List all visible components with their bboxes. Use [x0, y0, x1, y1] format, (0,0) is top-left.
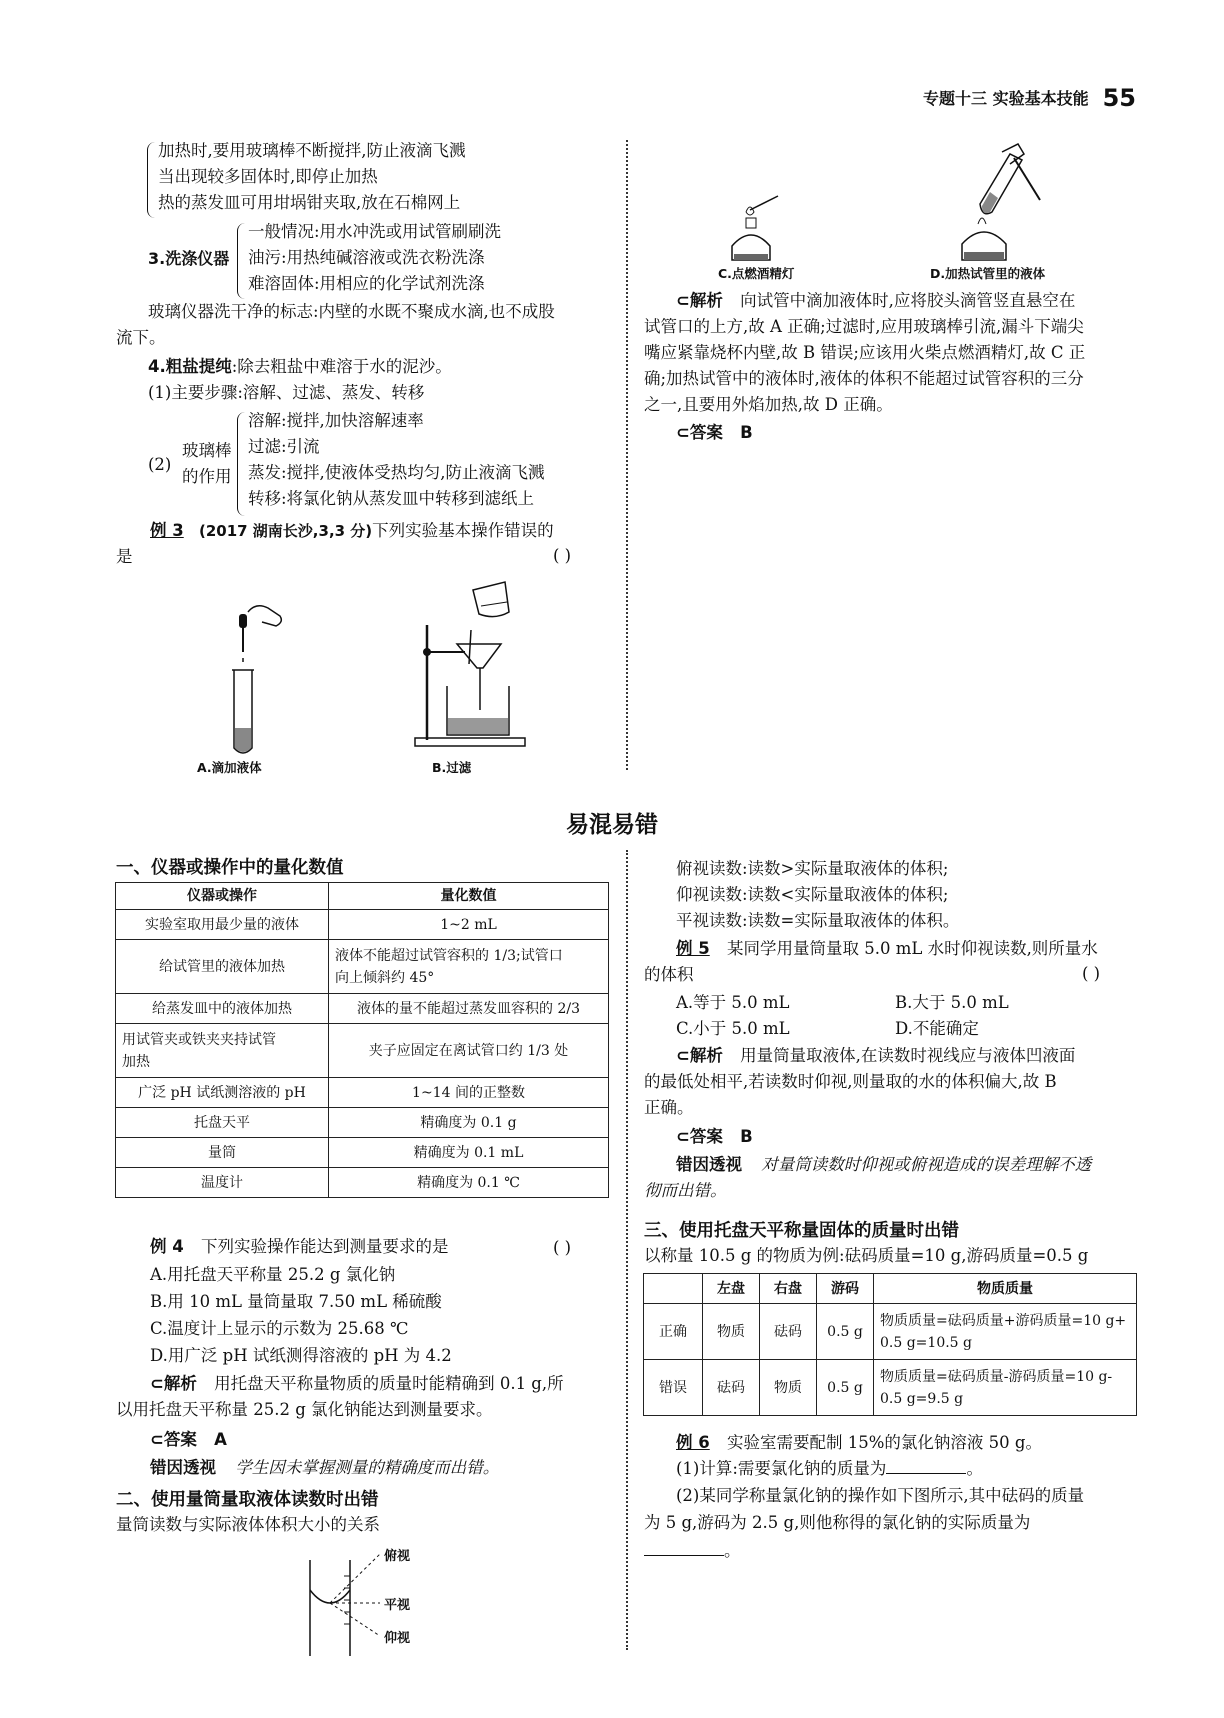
- ex4-option-b: B.用 10 mL 量筒量取 7.50 mL 稀硫酸: [150, 1292, 442, 1311]
- cylinder-label-bottom: 仰视: [384, 1631, 411, 1646]
- balance-head: 游码: [817, 1274, 874, 1304]
- quant-cell-multiline: 用试管夹或铁夹夹持试管 加热: [116, 1024, 329, 1078]
- brace-rod: [237, 412, 246, 516]
- analysis-line-1: [676, 288, 1075, 314]
- balance-table: [643, 1273, 1137, 1416]
- ex5-error-text-1: 对量筒读数时仰视或俯视造成的误差理解不透: [761, 1155, 1092, 1174]
- ex6-question-2-line-3: [644, 1538, 741, 1564]
- ex6-q1-blank[interactable]: [886, 1457, 966, 1474]
- clean-line-1: 玻璃仪器洗干净的标志:内壁的水既不聚成水滴,也不成股: [148, 302, 555, 321]
- example-4-text: 下列实验操作能达到测量要求的是: [200, 1237, 449, 1256]
- heat-line-1: 加热时,要用玻璃棒不断搅拌,防止液滴飞溅: [158, 141, 466, 160]
- ex5-analysis-line-2: 的最低处相平,若读数时仰视,则量取的水的体积偏大,故 B: [644, 1072, 1057, 1091]
- quant-head-1: 仪器或操作: [116, 883, 329, 910]
- example-5-label: 例 5: [676, 939, 710, 958]
- balance-head: 左盘: [703, 1274, 760, 1304]
- ex4-error: [150, 1455, 499, 1481]
- figure-d-caption: D.加热试管里的液体: [930, 266, 1046, 281]
- quant-cell-multiline: 液体不能超过试管容积的 1/3;试管口 向上倾斜约 45°: [329, 940, 609, 994]
- ex5-option-a: A.等于 5.0 mL: [676, 993, 790, 1012]
- ex5-option-d: D.不能确定: [895, 1019, 979, 1038]
- topic-title: 专题十三 实验基本技能: [923, 89, 1089, 108]
- analysis-text-1: 向试管中滴加液体时,应将胶头滴管竖直悬空在: [740, 291, 1076, 310]
- ex5-answer-value: B: [740, 1127, 753, 1146]
- analysis-line-2: 试管口的上方,故 A 正确;过滤时,应用玻璃棒引流,漏斗下端尖: [644, 317, 1084, 336]
- answer-value: B: [740, 423, 753, 442]
- ex4-error-label: 错因透视: [150, 1458, 216, 1477]
- ex6-question-1: [676, 1456, 983, 1482]
- example-6: [676, 1430, 1042, 1456]
- brace-wash: [237, 223, 246, 299]
- ex4-analysis-label: ⊂解析: [150, 1374, 197, 1393]
- reading-rule-2: 仰视读数:读数<实际量取液体的体积;: [676, 885, 949, 904]
- brace-heat: [147, 142, 156, 218]
- ex4-analysis-text-1: 用托盘天平称量物质的质量时能精确到 0.1 g,所: [214, 1374, 564, 1393]
- ex4-option-a: A.用托盘天平称量 25.2 g 氯化钠: [150, 1265, 396, 1284]
- quant-cell: 广泛 pH 试纸测溶液的 pH: [116, 1078, 329, 1108]
- example-5-text-2: 的体积: [644, 965, 694, 984]
- ex5-analysis-line-3: 正确。: [644, 1098, 694, 1117]
- balance-head: 物质质量: [874, 1274, 1137, 1304]
- example-5: [676, 936, 1098, 962]
- rod-label-2: 的作用: [182, 467, 232, 486]
- quant-cell: 温度计: [116, 1168, 329, 1198]
- ex5-analysis-text-1: 用量筒量取液体,在读数时视线应与液体凹液面: [740, 1046, 1076, 1065]
- analysis-line-5: 之一,且要用外焰加热,故 D 正确。: [644, 395, 893, 414]
- heat-line-2: 当出现较多固体时,即停止加热: [158, 167, 378, 186]
- answer-paren-5: ( ): [1082, 964, 1101, 983]
- cylinder-label-level: 平视: [384, 1598, 411, 1613]
- rod-num: (2): [148, 455, 172, 474]
- analysis-line-3: 嘴应紧靠烧杯内壁,故 B 错误;应该用火柴点燃酒精灯,故 C 正: [644, 343, 1086, 362]
- quant-cell: 给蒸发皿中的液体加热: [116, 994, 329, 1024]
- ex5-answer: [676, 1124, 753, 1150]
- balance-cell: 物质: [703, 1304, 760, 1360]
- ex6-question-2-line-1: (2)某同学称量氯化钠的操作如下图所示,其中砝码的质量: [676, 1486, 1085, 1505]
- page-number: 55: [1102, 84, 1136, 112]
- answer-paren-4: ( ): [553, 1238, 572, 1257]
- ex5-error-text-2: 彻而出错。: [644, 1181, 727, 1200]
- analysis-label: ⊂解析: [676, 291, 723, 310]
- ex6-q2-end: 。: [724, 1541, 741, 1560]
- example-5-text: 某同学用量筒量取 5.0 mL 水时仰视读数,则所量水: [726, 939, 1098, 958]
- quant-cell: 量筒: [116, 1138, 329, 1168]
- quant-cell: 实验室取用最少量的液体: [116, 910, 329, 940]
- wash-line-2: 油污:用热纯碱溶液或洗衣粉洗涤: [248, 248, 485, 267]
- example-6-label: 例 6: [676, 1433, 710, 1452]
- wash-line-1: 一般情况:用水冲洗或用试管刷刷洗: [248, 222, 502, 241]
- wash-label: 3.洗涤仪器: [148, 249, 230, 268]
- balance-cell: 错误: [644, 1360, 703, 1416]
- example-3-source: (2017 湖南长沙,3,3 分): [198, 522, 373, 540]
- example-6-text: 实验室需要配制 15%的氯化钠溶液 50 g。: [726, 1433, 1042, 1452]
- steps-line: (1)主要步骤:溶解、过滤、蒸发、转移: [148, 383, 425, 402]
- ex5-analysis-label: ⊂解析: [676, 1046, 723, 1065]
- salt-text: :除去粗盐中难溶于水的泥沙。: [231, 357, 452, 376]
- filtration-figure-icon: [405, 580, 545, 750]
- ex5-analysis-line-1: [676, 1043, 1075, 1069]
- heat-line-3: 热的蒸发皿可用坩埚钳夹取,放在石棉网上: [158, 193, 461, 212]
- ex6-q1-end: 。: [966, 1459, 983, 1478]
- figure-c-caption: C.点燃酒精灯: [718, 266, 795, 281]
- quant-cell: 精确度为 0.1 ℃: [329, 1168, 609, 1198]
- column-divider-bottom: [626, 850, 628, 1650]
- salt-line: [148, 354, 452, 380]
- ex5-option-c: C.小于 5.0 mL: [676, 1019, 790, 1038]
- column-divider-top: [626, 140, 628, 770]
- ex6-q1-text: (1)计算:需要氯化钠的质量为: [676, 1459, 887, 1478]
- ex4-error-text: 学生因未掌握测量的精确度而出错。: [235, 1458, 500, 1477]
- ex4-answer-value: A: [214, 1430, 227, 1449]
- example-3-text-2: 是: [116, 547, 133, 566]
- rod-line-4: 转移:将氯化钠从蒸发皿中转移到滤纸上: [248, 489, 535, 508]
- rod-label-1: 玻璃棒: [182, 441, 232, 460]
- balance-cell: 砝码: [703, 1360, 760, 1416]
- quant-cell: 1~2 mL: [329, 910, 609, 940]
- example-3-label: 例 3: [150, 521, 184, 540]
- ex4-analysis-line-2: 以用托盘天平称量 25.2 g 氯化钠能达到测量要求。: [116, 1400, 493, 1419]
- example-4-label: 例 4: [150, 1237, 184, 1256]
- quant-cell: 液体的量不能超过蒸发皿容积的 2/3: [329, 994, 609, 1024]
- rod-line-1: 溶解:搅拌,加快溶解速率: [248, 411, 424, 430]
- salt-title: 4.粗盐提纯: [148, 357, 232, 376]
- section-3-sub: 以称量 10.5 g 的物质为例:砝码质量=10 g,游码质量=0.5 g: [644, 1246, 1089, 1265]
- rod-line-2: 过滤:引流: [248, 437, 320, 456]
- figure-a-caption: A.滴加液体: [197, 760, 262, 775]
- ex6-question-2-line-2: 为 5 g,游码为 2.5 g,则他称得的氯化钠的实际质量为: [644, 1513, 1031, 1532]
- balance-cell-multiline: 物质质量=砝码质量+游码质量=10 g+ 0.5 g=10.5 g: [874, 1304, 1137, 1360]
- balance-cell: 0.5 g: [817, 1360, 874, 1416]
- ex4-analysis-line-1: [150, 1371, 564, 1397]
- section-2-title: 二、使用量筒量取液体读数时出错: [116, 1490, 379, 1510]
- heating-tube-d-icon: [940, 140, 1060, 270]
- figure-b-caption: B.过滤: [432, 760, 472, 775]
- answer-label: ⊂答案: [676, 423, 723, 442]
- balance-head: [644, 1274, 703, 1304]
- ex5-error-line-1: [676, 1152, 1091, 1178]
- ex5-answer-label: ⊂答案: [676, 1127, 723, 1146]
- section-3-title: 三、使用托盘天平称量固体的质量时出错: [644, 1221, 959, 1241]
- page-header: [923, 84, 1136, 112]
- ex4-answer-label: ⊂答案: [150, 1430, 197, 1449]
- balance-cell: 0.5 g: [817, 1304, 874, 1360]
- ex4-option-c: C.温度计上显示的示数为 25.68 ℃: [150, 1319, 409, 1338]
- balance-cell-multiline: 物质质量=砝码质量-游码质量=10 g- 0.5 g=9.5 g: [874, 1360, 1137, 1416]
- balance-head: 右盘: [760, 1274, 817, 1304]
- quant-cell: 给试管里的液体加热: [116, 940, 329, 994]
- section-2-sub: 量筒读数与实际液体体积大小的关系: [116, 1515, 380, 1534]
- ex4-answer: [150, 1427, 227, 1453]
- balance-cell: 物质: [760, 1360, 817, 1416]
- ex6-q2-blank[interactable]: [644, 1539, 724, 1556]
- reading-rule-1: 俯视读数:读数>实际量取液体的体积;: [676, 859, 949, 878]
- dropper-figure-icon: [220, 600, 300, 750]
- wash-line-3: 难溶固体:用相应的化学试剂洗涤: [248, 274, 485, 293]
- answer-paren-3: ( ): [553, 546, 572, 565]
- balance-cell: 正确: [644, 1304, 703, 1360]
- clean-line-2: 流下。: [116, 328, 166, 347]
- quant-cell: 1~14 间的正整数: [329, 1078, 609, 1108]
- section-title: 易混易错: [566, 812, 658, 838]
- ex5-option-b: B.大于 5.0 mL: [895, 993, 1009, 1012]
- balance-cell: 砝码: [760, 1304, 817, 1360]
- rod-line-3: 蒸发:搅拌,使液体受热均匀,防止液滴飞溅: [248, 463, 545, 482]
- example-3-text: 下列实验基本操作错误的: [372, 521, 554, 540]
- ex5-error-label: 错因透视: [676, 1155, 742, 1174]
- example-3: [150, 518, 554, 544]
- quant-table: [115, 882, 609, 1198]
- section-1-title: 一、仪器或操作中的量化数值: [116, 858, 344, 878]
- quant-cell: 夹子应固定在离试管口约 1/3 处: [329, 1024, 609, 1078]
- reading-rule-3: 平视读数:读数=实际量取液体的体积。: [676, 911, 960, 930]
- alcohol-lamp-c-icon: [720, 190, 800, 270]
- quant-cell: 精确度为 0.1 mL: [329, 1138, 609, 1168]
- answer-line: [676, 420, 753, 446]
- quant-cell: 托盘天平: [116, 1108, 329, 1138]
- quant-head-2: 量化数值: [329, 883, 609, 910]
- analysis-line-4: 确;加热试管中的液体时,液体的体积不能超过试管容积的三分: [644, 369, 1084, 388]
- cylinder-label-top: 俯视: [384, 1549, 411, 1564]
- example-4: [150, 1234, 448, 1260]
- quant-cell: 精确度为 0.1 g: [329, 1108, 609, 1138]
- ex4-option-d: D.用广泛 pH 试纸测得溶液的 pH 为 4.2: [150, 1346, 452, 1365]
